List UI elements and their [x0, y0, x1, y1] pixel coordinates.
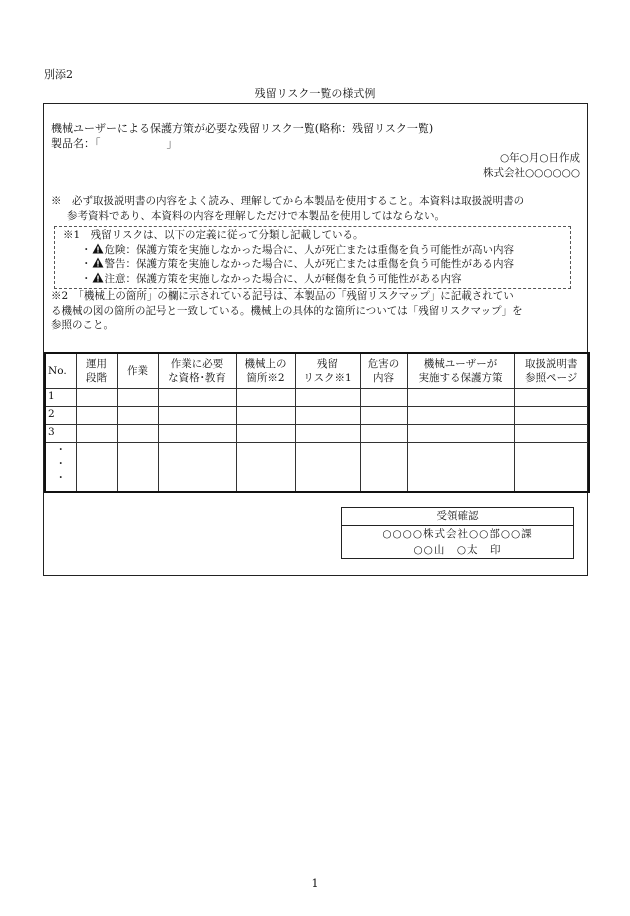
table-cell[interactable]	[295, 443, 360, 493]
table-cell[interactable]	[158, 443, 236, 493]
table-cell[interactable]	[236, 443, 295, 493]
header-operation-stage: 運用 段階	[76, 353, 117, 389]
main-note-line: ※ 必ず取扱説明書の内容をよく読み、理解してから本製品を使用すること。本資料は取扱説明書の	[51, 195, 525, 207]
warning-triangle-icon	[92, 272, 104, 283]
risk-definitions-box	[54, 226, 571, 289]
table-cell[interactable]	[360, 425, 407, 443]
note2-line: ※2 「機械上の箇所」の欄に示されている記号は、本製品の「残留リスクマップ」に記載されてい	[51, 290, 514, 302]
note2-line: る機械の図の箇所の記号と一致している。機械上の具体的な箇所については「残留リスクマップ」を	[51, 304, 523, 317]
definition-warning	[63, 257, 562, 272]
table-cell[interactable]	[407, 425, 514, 443]
creation-date: ○年○月○日作成	[500, 152, 580, 164]
note-2	[51, 289, 584, 333]
receipt-confirmation-box	[341, 507, 574, 559]
receipt-company: ○○○○株式会社○○部○○課	[382, 528, 533, 540]
table-header-row	[45, 353, 589, 389]
table-cell[interactable]	[158, 425, 236, 443]
table-cell[interactable]	[117, 389, 158, 407]
row-number: 3	[45, 425, 76, 443]
note2-line: 参照のこと。	[51, 319, 114, 332]
table-row	[45, 425, 589, 443]
company-name: 株式会社○○○○○○	[483, 167, 580, 179]
attachment-label: 別添2	[44, 68, 73, 81]
table-cell[interactable]	[158, 389, 236, 407]
residual-risk-table	[44, 352, 590, 493]
table-cell[interactable]	[514, 407, 589, 425]
table-cell[interactable]	[76, 407, 117, 425]
table-cell[interactable]	[76, 425, 117, 443]
table-cell[interactable]	[236, 407, 295, 425]
header-manual-page: 取扱説明書 参照ページ	[514, 353, 589, 389]
table-cell[interactable]	[76, 443, 117, 493]
table-cell[interactable]	[514, 425, 589, 443]
main-note-line: 参考資料であり、本資料の内容を理解しただけで本製品を使用してはならない。	[67, 209, 445, 222]
header-machine-location: 機械上の 箇所※2	[236, 353, 295, 389]
definition-text: 警告：保護方策を実施しなかった場合に、人が死亡または重傷を負う可能性がある内容	[104, 258, 514, 271]
table-cell[interactable]	[360, 443, 407, 493]
row-number: 1	[45, 389, 76, 407]
table-cell[interactable]	[236, 425, 295, 443]
page-number: 1	[311, 877, 319, 890]
table-row	[45, 407, 589, 425]
definition-text: 危険：保護方策を実施しなかった場合に、人が死亡または重傷を負う可能性が高い内容	[104, 243, 514, 256]
table-cell[interactable]	[514, 389, 589, 407]
table-cell[interactable]	[117, 443, 158, 493]
product-name: 製品名：「 」	[51, 137, 178, 150]
bullet: ・	[81, 273, 92, 286]
row-number: 2	[45, 407, 76, 425]
header-residual-risk: 残留 リスク※1	[295, 353, 360, 389]
definition-text: 注意：保護方策を実施しなかった場合に、人が軽傷を負う可能性がある内容	[104, 273, 462, 286]
table-cell[interactable]	[295, 407, 360, 425]
header-harm: 危害の 内容	[360, 353, 407, 389]
bullet: ・	[81, 258, 92, 271]
note1-intro: ※1 残留リスクは、以下の定義に従って分類し記載している。	[63, 229, 364, 241]
table-row	[45, 389, 589, 407]
warning-triangle-icon	[92, 257, 104, 268]
table-cell[interactable]	[407, 407, 514, 425]
table-cell[interactable]	[407, 443, 514, 493]
table-cell[interactable]	[117, 407, 158, 425]
header-no: No.	[45, 353, 76, 389]
table-cell[interactable]	[236, 389, 295, 407]
header-qualification: 作業に必要 な資格･教育	[158, 353, 236, 389]
table-cell[interactable]	[117, 425, 158, 443]
table-cell[interactable]	[295, 425, 360, 443]
table-cell[interactable]	[295, 389, 360, 407]
receipt-signature: ○○山 ○太 印	[413, 544, 502, 556]
header-work: 作業	[117, 353, 158, 389]
table-row-continuation	[45, 443, 589, 493]
definition-danger	[63, 243, 562, 258]
form-heading: 機械ユーザーによる保護方策が必要な残留リスク一覧(略称：残留リスク一覧)	[51, 122, 434, 135]
table-cell[interactable]	[76, 389, 117, 407]
bullet: ・	[81, 243, 92, 256]
main-note	[51, 194, 584, 223]
continuation-dots: ・ ・ ・	[45, 443, 76, 493]
table-cell[interactable]	[158, 407, 236, 425]
receipt-title: 受領確認	[342, 508, 573, 526]
table-cell[interactable]	[360, 389, 407, 407]
document-title: 残留リスク一覧の様式例	[254, 87, 376, 100]
warning-triangle-icon	[92, 243, 104, 254]
definition-caution	[63, 272, 562, 287]
table-cell[interactable]	[407, 389, 514, 407]
header-protective-measure: 機械ユーザーが 実施する保護方策	[407, 353, 514, 389]
table-cell[interactable]	[360, 407, 407, 425]
table-cell[interactable]	[514, 443, 589, 493]
